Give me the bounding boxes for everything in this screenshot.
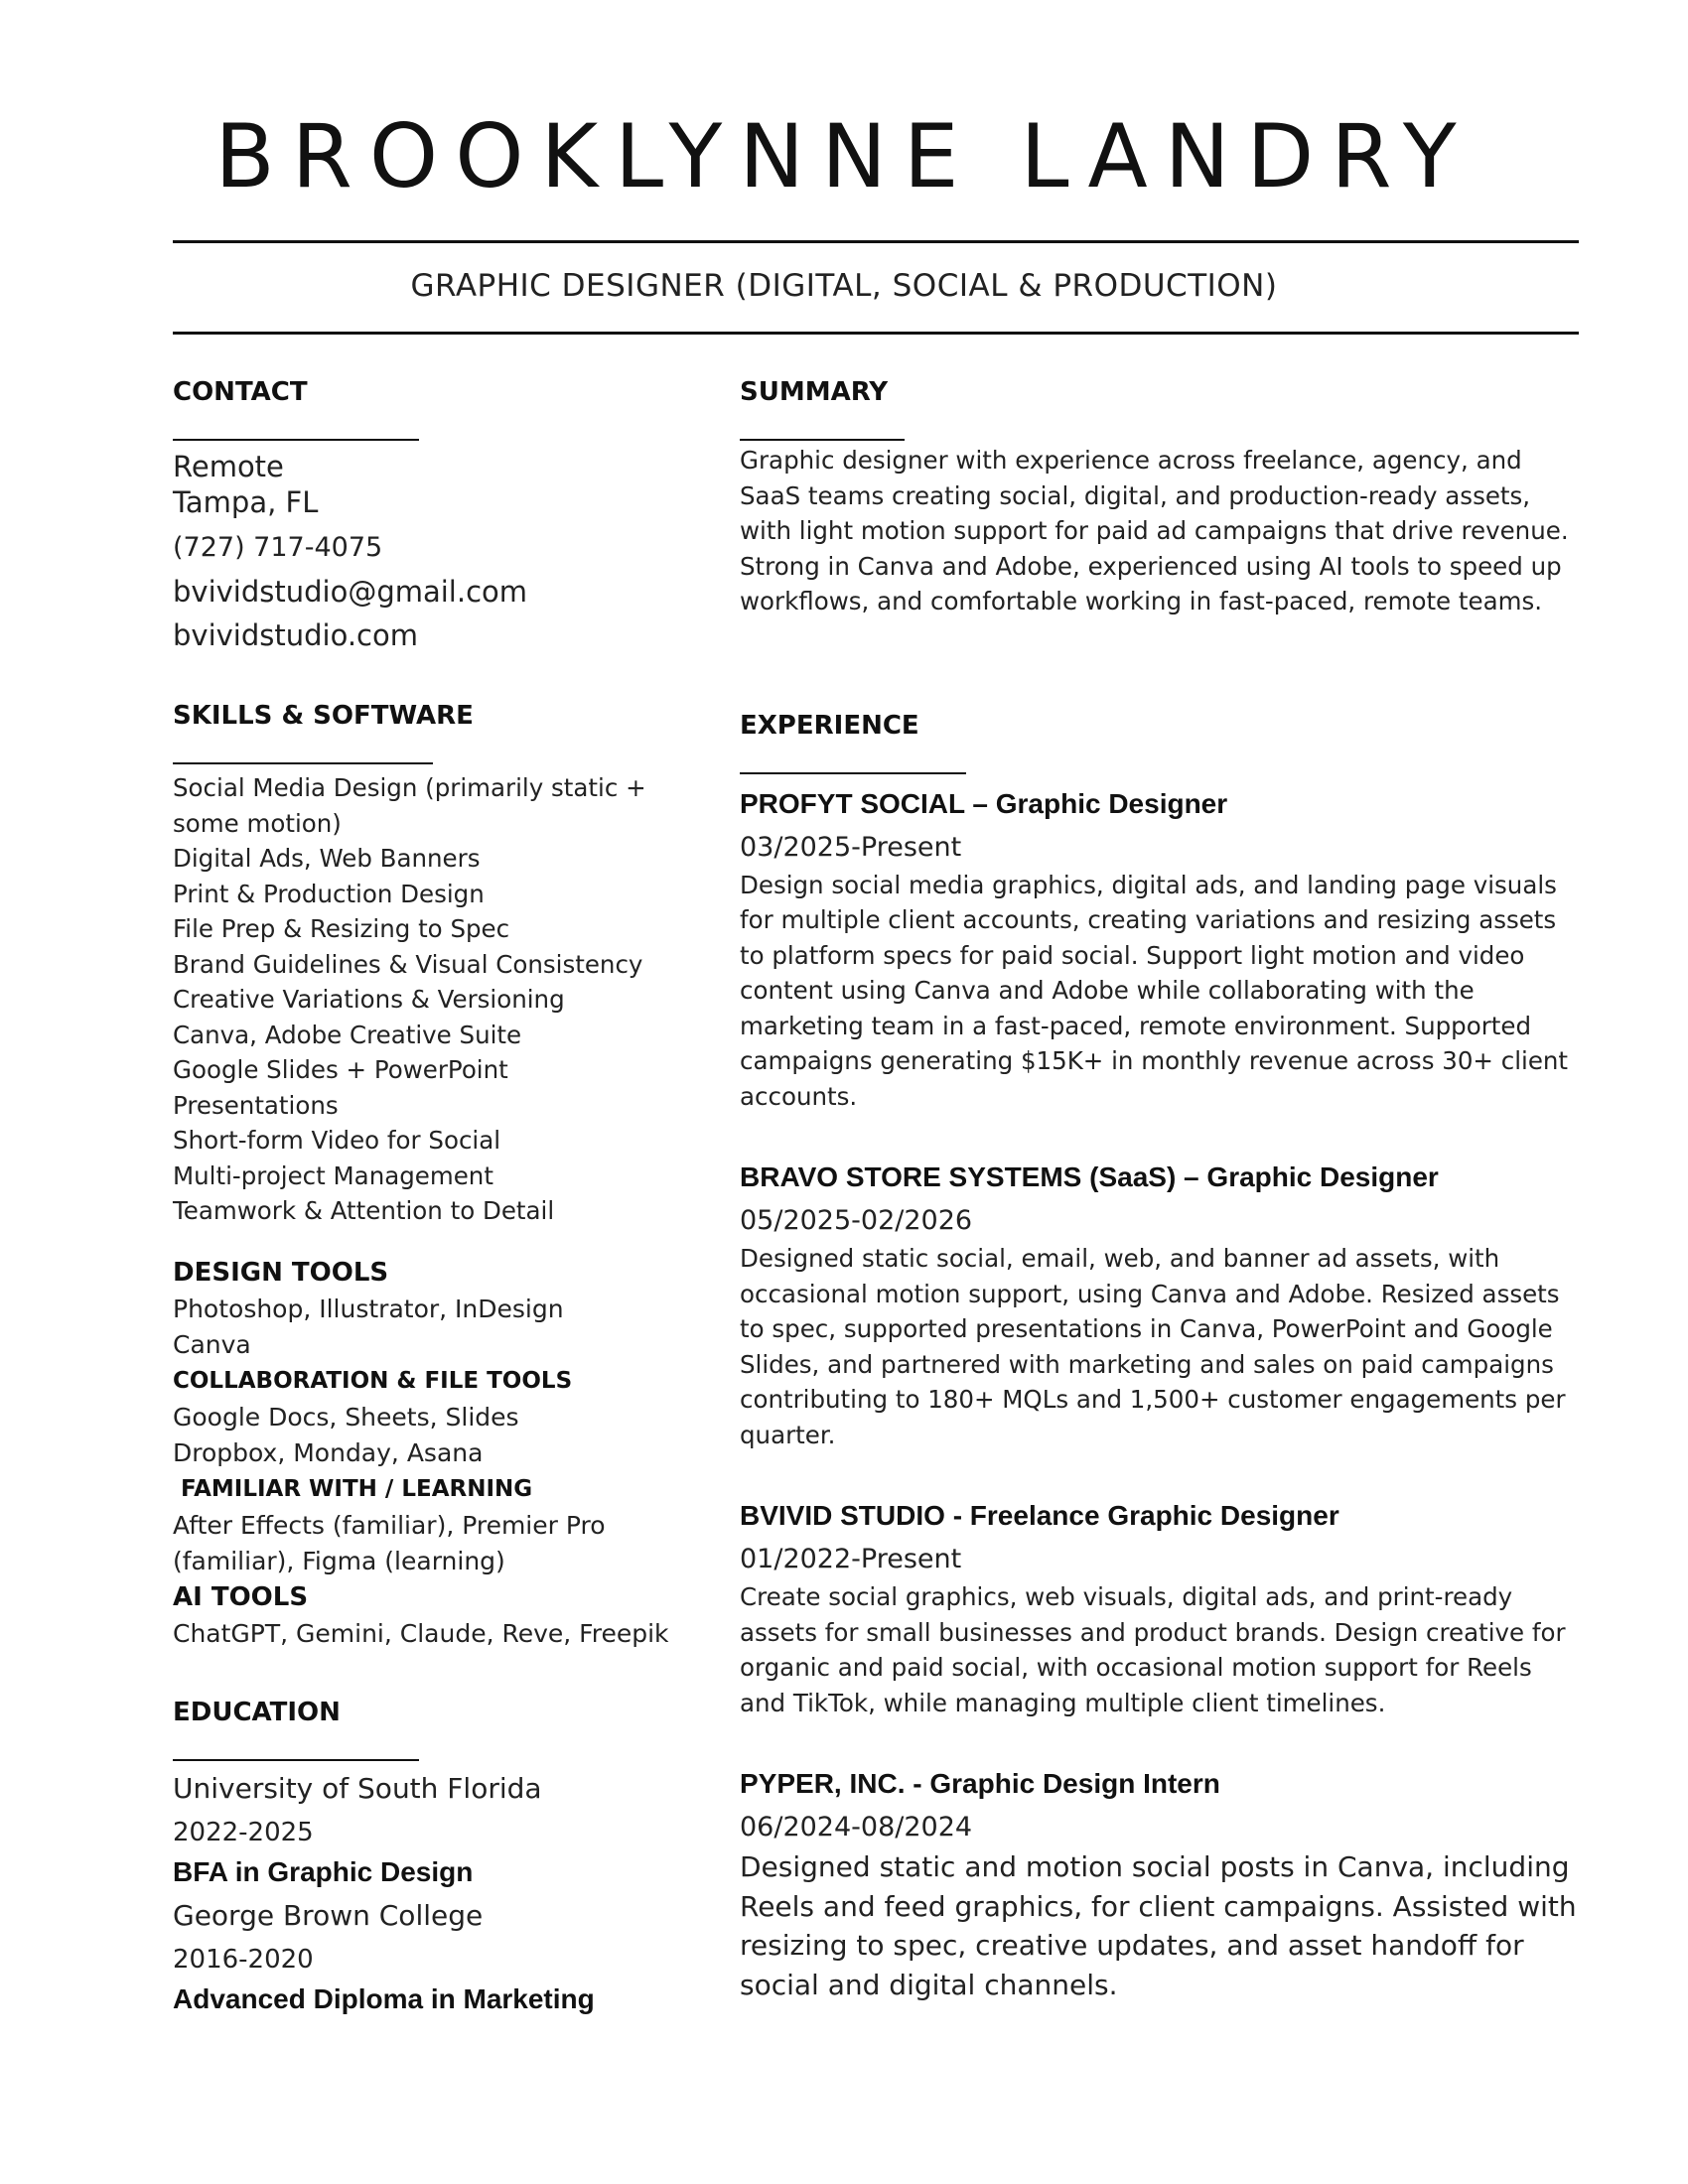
job-title: BVIVID STUDIO - Freelance Graphic Designer bbox=[740, 1500, 1339, 1531]
education-school: University of South Florida bbox=[173, 1771, 542, 1805]
skill-item: Teamwork & Attention to Detail bbox=[173, 1196, 555, 1225]
contact-phone: (727) 717-4075 bbox=[173, 532, 383, 563]
ai-tools-heading: AI TOOLS bbox=[173, 1581, 309, 1612]
left-column bbox=[173, 375, 679, 2017]
tools-section bbox=[173, 1255, 679, 1652]
familiar-tools-line: After Effects (familiar), Premier Pro bbox=[173, 1510, 606, 1540]
header-top-rule bbox=[173, 240, 1579, 243]
contact-email[interactable]: bvividstudio@gmail.com bbox=[173, 575, 528, 609]
job-dates: 06/2024-08/2024 bbox=[740, 1812, 973, 1843]
job-description: Design social media graphics, digital ads, and landing page visuals for multiple client accounts, creating variations and resizing assets to platform specs for paid social. Support light motion and video content using Canva and Adobe while collaborating with the marketing team in a fast-paced, remote environment. Supported campaigns generating $15K+ in monthly revenue across 30+ client accounts. bbox=[740, 870, 1569, 1111]
education-years: 2022-2025 bbox=[173, 1817, 314, 1847]
skill-item: Print & Production Design bbox=[173, 879, 485, 908]
collab-tools-heading: COLLABORATION & FILE TOOLS bbox=[173, 1367, 573, 1394]
contact-website[interactable]: bvividstudio.com bbox=[173, 618, 418, 652]
contact-heading-underline bbox=[173, 439, 419, 441]
skill-item: Google Slides + PowerPoint Presentations bbox=[173, 1055, 508, 1120]
job-dates: 05/2025-02/2026 bbox=[740, 1205, 973, 1236]
skill-item: some motion) bbox=[173, 808, 342, 838]
skills-section bbox=[173, 699, 679, 1229]
skill-item: Creative Variations & Versioning bbox=[173, 985, 565, 1014]
contact-location-type: Remote bbox=[173, 450, 284, 483]
collab-tools-line: Dropbox, Monday, Asana bbox=[173, 1437, 484, 1467]
skills-heading: SKILLS & SOFTWARE bbox=[173, 701, 474, 731]
education-heading-underline bbox=[173, 1759, 419, 1761]
job-entry bbox=[740, 1766, 1579, 2004]
experience-section bbox=[740, 709, 1579, 2005]
education-degree: Advanced Diploma in Marketing bbox=[173, 1982, 595, 2014]
job-description: Designed static and motion social posts in Canva, including Reels and feed graphics, for client campaigns. Assisted with resizing to spec, creative updates, and asset handoff for social and digital channels. bbox=[740, 1850, 1577, 2001]
design-tools-line: Photoshop, Illustrator, InDesign bbox=[173, 1294, 564, 1323]
summary-heading: SUMMARY bbox=[740, 377, 889, 407]
summary-heading-underline bbox=[740, 439, 905, 441]
candidate-name: BROOKLYNNE LANDRY bbox=[214, 105, 1474, 207]
summary-section bbox=[740, 375, 1579, 619]
job-title: BRAVO STORE SYSTEMS (SaaS) – Graphic Designer bbox=[740, 1161, 1439, 1192]
skill-item: Social Media Design (primarily static + bbox=[173, 773, 646, 802]
experience-heading-underline bbox=[740, 772, 966, 774]
job-dates: 01/2022-Present bbox=[740, 1544, 962, 1574]
job-title-headline: GRAPHIC DESIGNER (DIGITAL, SOCIAL & PRODUCTION) bbox=[410, 268, 1278, 304]
right-column bbox=[740, 375, 1579, 2004]
skill-item: Multi-project Management bbox=[173, 1160, 493, 1190]
contact-section bbox=[173, 375, 679, 655]
skill-item: Canva, Adobe Creative Suite bbox=[173, 1020, 522, 1049]
education-years: 2016-2020 bbox=[173, 1944, 314, 1975]
job-entry bbox=[740, 1160, 1579, 1452]
contact-heading: CONTACT bbox=[173, 377, 308, 407]
skill-item: Brand Guidelines & Visual Consistency bbox=[173, 949, 643, 979]
design-tools-line: Canva bbox=[173, 1329, 251, 1359]
summary-text: Graphic designer with experience across freelance, agency, and SaaS teams creating social, digital, and production-ready assets, with light motion support for paid ad campaigns that drive revenue. Strong in Canva and Adobe, experienced using AI tools to speed up workflows, and comfortable working in fast-paced, remote teams. bbox=[740, 446, 1569, 615]
ai-tools-line: ChatGPT, Gemini, Claude, Reve, Freepik bbox=[173, 1618, 669, 1648]
job-description: Create social graphics, web visuals, digital ads, and print-ready assets for small businesses and product brands. Design creative for organic and paid social, with occasional motion support for Reels and TikTok, while managing multiple client timelines. bbox=[740, 1582, 1566, 1717]
education-section bbox=[173, 1696, 679, 2017]
skill-item: Short-form Video for Social bbox=[173, 1126, 501, 1155]
header-bottom-rule bbox=[173, 332, 1579, 335]
job-entry bbox=[740, 1498, 1579, 1720]
collab-tools-line: Google Docs, Sheets, Slides bbox=[173, 1402, 519, 1432]
education-school: George Brown College bbox=[173, 1898, 484, 1932]
experience-heading: EXPERIENCE bbox=[740, 710, 919, 741]
contact-city: Tampa, FL bbox=[173, 485, 319, 519]
familiar-tools-heading: FAMILIAR WITH / LEARNING bbox=[181, 1475, 533, 1502]
job-description: Designed static social, email, web, and banner ad assets, with occasional motion support, using Canva and Adobe. Resized assets to spec, supported presentations in Canva, PowerPoint and Google Slides, and partnered with marketing and sales on paid campaigns contributing to 180+ MQLs and 1,500+ customer engagements per quarter. bbox=[740, 1244, 1566, 1449]
job-title: PROFYT SOCIAL – Graphic Designer bbox=[740, 787, 1228, 819]
job-title: PYPER, INC. - Graphic Design Intern bbox=[740, 1768, 1220, 1799]
education-degree: BFA in Graphic Design bbox=[173, 1855, 474, 1887]
design-tools-heading: DESIGN TOOLS bbox=[173, 1257, 389, 1288]
job-entry bbox=[740, 786, 1579, 1115]
skill-item: Digital Ads, Web Banners bbox=[173, 844, 481, 873]
education-heading: EDUCATION bbox=[173, 1697, 341, 1727]
skills-heading-underline bbox=[173, 762, 433, 764]
job-dates: 03/2025-Present bbox=[740, 831, 962, 863]
familiar-tools-line: (familiar), Figma (learning) bbox=[173, 1546, 505, 1575]
skill-item: File Prep & Resizing to Spec bbox=[173, 914, 510, 943]
